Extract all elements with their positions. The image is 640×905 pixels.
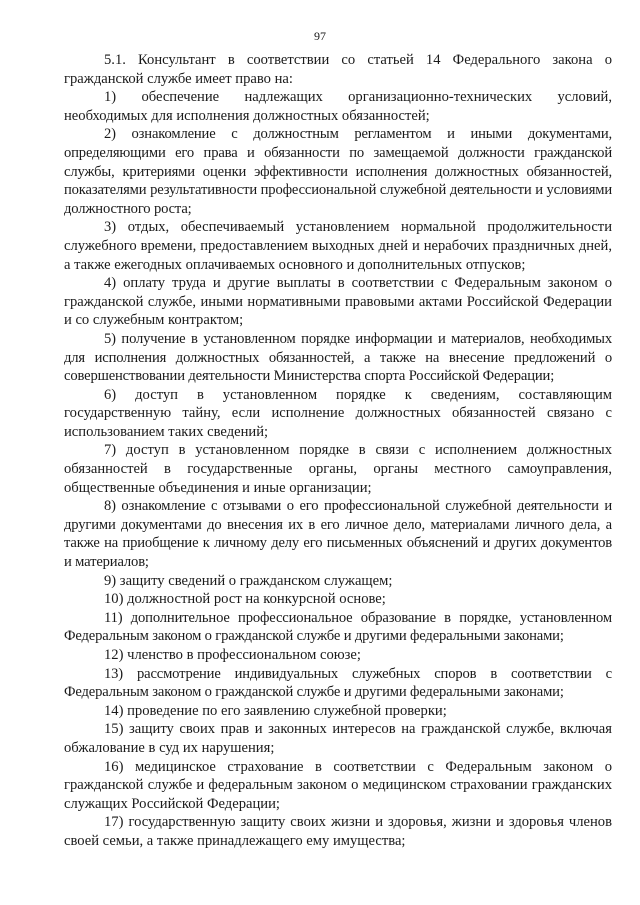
- right-item-12: 12) членство в профессиональном союзе;: [104, 647, 361, 663]
- right-item-14: 14) проведение по его заявлению служебной проверки;: [104, 702, 447, 719]
- document-body: [64, 51, 612, 851]
- section-intro: 5.1. Консультант в соответствии со статьей 14 Федерального закона о гражданской службе имеет право на:: [64, 52, 612, 87]
- right-item-3: 3) отдых, обеспечиваемый установлением нормальной продолжительности служебного времени, предоставлением выходных дней и нерабочих праздничных дней, а также ежегодных оплачиваемых основного и дополнительных отпусков;: [64, 219, 612, 273]
- right-item-15: 15) защиту своих прав и законных интересов на гражданской службе, включая обжалование в суд их нарушения;: [64, 721, 612, 756]
- right-item-10: 10) должностной рост на конкурсной основе;: [104, 591, 386, 608]
- page-number: 97: [314, 29, 326, 43]
- right-item-1: 1) обеспечение надлежащих организационно-технических условий, необходимых для исполнения должностных обязанностей;: [64, 89, 612, 124]
- right-item-7: 7) доступ в установленном порядке в связи с исполнением должностных обязанностей в государственные органы, органы местного самоуправления, общественные объединения и иные организации;: [64, 442, 612, 496]
- right-item-8: 8) ознакомление с отзывами о его профессиональной служебной деятельности и другими документами до внесения их в его личное дело, материалами личного дела, а также на приобщение к личному делу его письменных объяснений и других документов и материалов;: [64, 498, 612, 571]
- right-item-16: 16) медицинское страхование в соответствии с Федеральным законом о гражданской службе и федеральным законом о медицинском страховании гражданских служащих Российской Федерации;: [64, 758, 612, 812]
- right-item-4: 4) оплату труда и другие выплаты в соответствии с Федеральным законом о гражданской службе, иными нормативными правовыми актами Российской Федерации и со служебным контрактом;: [64, 275, 612, 329]
- right-item-11: 11) дополнительное профессиональное образование в порядке, установленном Федеральным законом о гражданской службе и другими федеральными законами;: [64, 609, 612, 645]
- right-item-9: 9) защиту сведений о гражданском служащем;: [104, 572, 393, 589]
- right-item-17: 17) государственную защиту своих жизни и здоровья, жизни и здоровья членов своей семьи, а также принадлежащего ему имущества;: [64, 814, 612, 849]
- right-item-6: 6) доступ в установленном порядке к сведениям, составляющим государственную тайну, если исполнение должностных обязанностей связано с использованием таких сведений;: [64, 386, 612, 440]
- right-item-13: 13) рассмотрение индивидуальных служебных споров в соответствии с Федеральным законом о гражданской службе и другими федеральными законами;: [64, 665, 612, 701]
- right-item-5: 5) получение в установленном порядке информации и материалов, необходимых для исполнения должностных обязанностей, а также на внесение предложений о совершенствовании деятельности Министерства спорта Российской Федерации;: [64, 330, 612, 385]
- right-item-2: 2) ознакомление с должностным регламентом и иными документами, определяющими его права и обязанности по замещаемой должности гражданской службы, критериями оценки эффективности исполнения должностных обязанностей, показателями результативности профессиональной служебной деятельности и условиями должностного роста;: [64, 126, 612, 217]
